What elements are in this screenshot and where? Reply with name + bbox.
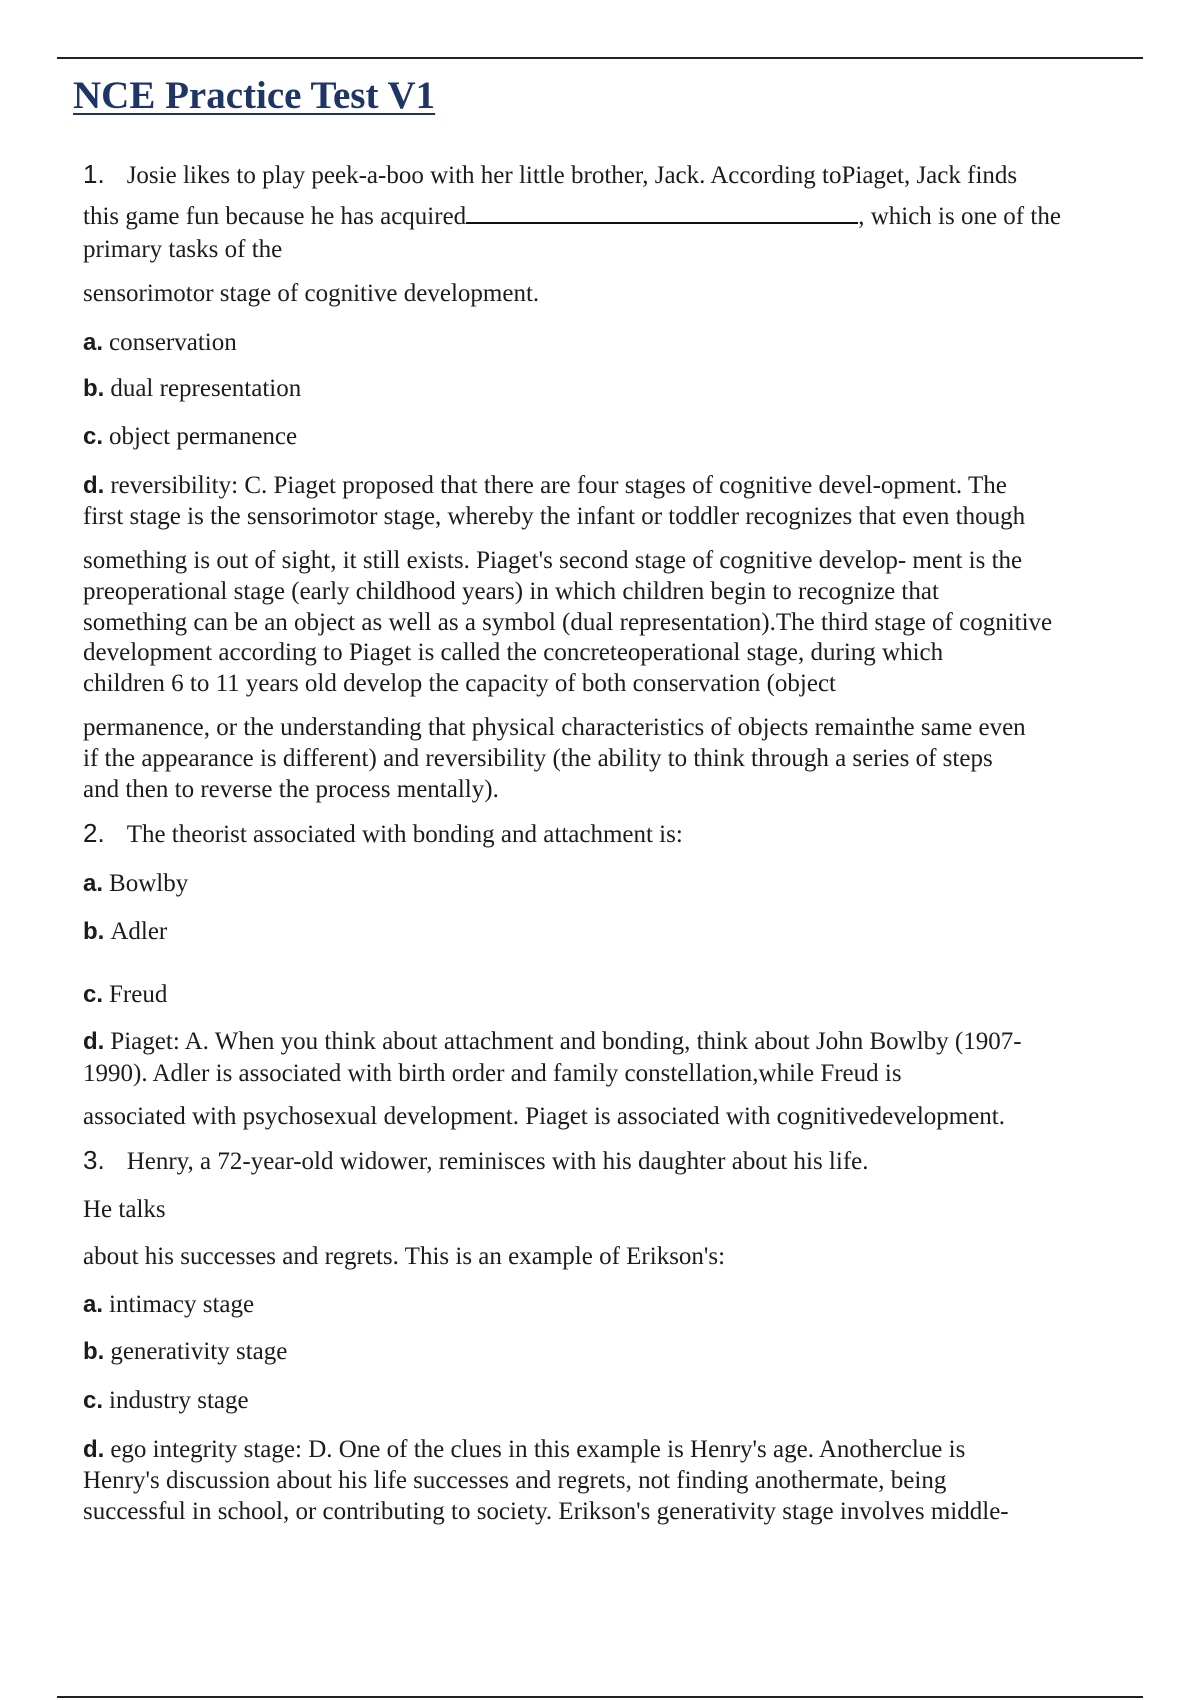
question-1-explanation-line: if the appearance is different) and reversibility (the ability to think through a series of steps xyxy=(83,745,993,772)
question-1-stem-line-2: this game fun because he has acquired , which is one of the xyxy=(83,203,1061,230)
question-1-stem-line-3: primary tasks of the xyxy=(83,236,283,263)
question-1-option-a: a. conservation xyxy=(83,329,237,356)
question-1-explanation-line: something is out of sight, it still exists. Piaget's second stage of cognitive develop- ment is the xyxy=(83,547,1023,574)
question-1-explanation-line: permanence, or the understanding that physical characteristics of objects remainthe same even xyxy=(83,714,1026,741)
question-1-explanation-line: something can be an object as well as a symbol (dual representation).The third stage of cognitive xyxy=(83,609,1053,636)
question-1-explanation-line: development according to Piaget is called the concreteoperational stage, during which xyxy=(83,639,944,666)
question-2-option-a: a. Bowlby xyxy=(83,870,189,897)
question-1-option-d: d. reversibility: C. Piaget proposed that there are four stages of cognitive devel-opment. The xyxy=(83,472,1007,499)
question-1-stem: 1. Josie likes to play peek-a-boo with her little brother, Jack. According toPiaget, Jack finds xyxy=(83,159,1018,189)
question-2-explanation-line: associated with psychosexual development. Piaget is associated with cognitivedevelopment. xyxy=(83,1103,1005,1130)
question-2-stem: 2. The theorist associated with bonding and attachment is: xyxy=(83,818,683,848)
question-3-option-a: a. intimacy stage xyxy=(83,1291,255,1318)
top-rule xyxy=(57,57,1143,59)
question-1-stem-line-4: sensorimotor stage of cognitive development. xyxy=(83,280,540,307)
question-1-explanation-line: preoperational stage (early childhood years) in which children begin to recognize that xyxy=(83,578,939,605)
question-1-explanation-line: and then to reverse the process mentally). xyxy=(83,776,499,803)
question-3-stem: 3. Henry, a 72-year-old widower, reminisces with his daughter about his life. xyxy=(83,1145,869,1175)
answer-blank xyxy=(466,202,858,224)
bottom-rule xyxy=(57,1696,1143,1698)
question-1-explanation-line: children 6 to 11 years old develop the capacity of both conservation (object xyxy=(83,670,836,697)
question-1-option-c: c. object permanence xyxy=(83,423,298,450)
question-3-option-c: c. industry stage xyxy=(83,1387,249,1414)
question-1-number: 1. xyxy=(83,159,105,189)
question-3-option-d: d. ego integrity stage: D. One of the clues in this example is Henry's age. Anotherclue is xyxy=(83,1436,966,1463)
document-title: NCE Practice Test V1 xyxy=(73,74,436,117)
question-3-option-b: b. generativity stage xyxy=(83,1338,288,1365)
question-3-number: 3. xyxy=(83,1145,105,1175)
question-3-explanation-line: Henry's discussion about his life successes and regrets, not finding anothermate, being xyxy=(83,1467,947,1494)
question-3-stem-line-2: He talks xyxy=(83,1196,166,1223)
question-2-option-c: c. Freud xyxy=(83,981,168,1008)
question-2-explanation-line: 1990). Adler is associated with birth order and family constellation,while Freud is xyxy=(83,1060,902,1087)
question-2-number: 2. xyxy=(83,818,105,848)
question-1-option-b: b. dual representation xyxy=(83,375,302,402)
question-3-stem-line-3: about his successes and regrets. This is an example of Erikson's: xyxy=(83,1243,726,1270)
question-2-option-b: b. Adler xyxy=(83,918,168,945)
question-1-explanation-line: first stage is the sensorimotor stage, whereby the infant or toddler recognizes that even though xyxy=(83,503,1026,530)
question-2-option-d: d. Piaget: A. When you think about attachment and bonding, think about John Bowlby (1907- xyxy=(83,1028,1022,1055)
question-3-explanation-line: successful in school, or contributing to society. Erikson's generativity stage involves middle- xyxy=(83,1498,1009,1525)
